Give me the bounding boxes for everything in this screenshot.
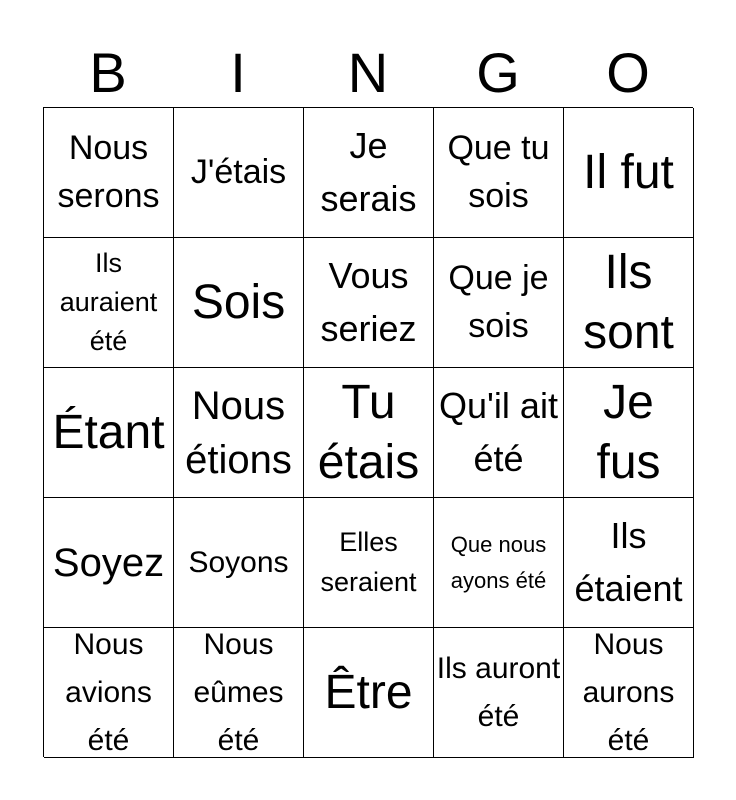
bingo-cell[interactable] [44, 238, 174, 368]
cell-label: Sois [191, 275, 286, 329]
cell-label: Il fut [583, 145, 674, 199]
cell-label: Tu étais [317, 375, 420, 489]
bingo-cell[interactable] [304, 238, 434, 368]
bingo-cell[interactable] [434, 368, 564, 498]
bingo-cell[interactable] [174, 498, 304, 628]
bingo-board [43, 107, 693, 757]
bingo-cell[interactable] [434, 108, 564, 238]
bingo-cell[interactable] [44, 368, 174, 498]
bingo-cell[interactable] [564, 108, 694, 238]
cell-label: Soyez [52, 540, 165, 585]
cell-label: Vous seriez [320, 255, 417, 349]
cell-label: Étant [52, 405, 165, 459]
cell-label: Ils auront été [436, 651, 561, 733]
header-letter-g: G [476, 41, 520, 104]
cell-label: Qu'il ait été [439, 385, 558, 479]
cell-label: Que je sois [448, 258, 549, 345]
bingo-cell[interactable] [304, 498, 434, 628]
cell-label: Nous eûmes été [193, 628, 284, 757]
cell-label: Être [324, 665, 413, 719]
cell-label: Je serais [320, 125, 417, 219]
bingo-cell[interactable] [564, 498, 694, 628]
bingo-cell[interactable] [174, 108, 304, 238]
bingo-cell[interactable] [174, 368, 304, 498]
header-letter-b: B [89, 41, 127, 104]
cell-label: Ils étaient [574, 515, 683, 609]
header-letter-n: N [347, 41, 389, 104]
cell-label: Nous étions [185, 383, 292, 482]
cell-label: Ils auraient été [59, 247, 158, 357]
bingo-cell[interactable] [304, 368, 434, 498]
bingo-cell[interactable] [304, 108, 434, 238]
bingo-cell[interactable] [174, 238, 304, 368]
bingo-cell[interactable] [44, 498, 174, 628]
bingo-cell[interactable] [434, 628, 564, 758]
bingo-cell[interactable] [564, 628, 694, 758]
cell-label: Nous avions été [65, 628, 152, 757]
bingo-cell[interactable] [564, 368, 694, 498]
cell-label: Soyons [188, 545, 289, 579]
cell-label: Que nous ayons été [450, 532, 547, 593]
bingo-cell[interactable] [564, 238, 694, 368]
bingo-cell[interactable] [44, 108, 174, 238]
cell-label: Nous aurons été [582, 628, 675, 757]
bingo-cell[interactable] [174, 628, 304, 758]
bingo-cell[interactable] [434, 498, 564, 628]
cell-label: Nous serons [57, 128, 160, 215]
cell-label: Que tu sois [447, 128, 550, 215]
cell-label: Elles seraient [320, 527, 417, 597]
bingo-header [43, 38, 693, 108]
bingo-cell[interactable] [434, 238, 564, 368]
cell-label: J'étais [190, 152, 287, 191]
cell-label: Ils sont [583, 245, 674, 359]
free-space-cell[interactable] [304, 628, 434, 758]
cell-label: Je fus [596, 375, 661, 489]
bingo-cell[interactable] [44, 628, 174, 758]
header-letter-i: I [230, 41, 246, 104]
header-letter-o: O [606, 41, 650, 104]
